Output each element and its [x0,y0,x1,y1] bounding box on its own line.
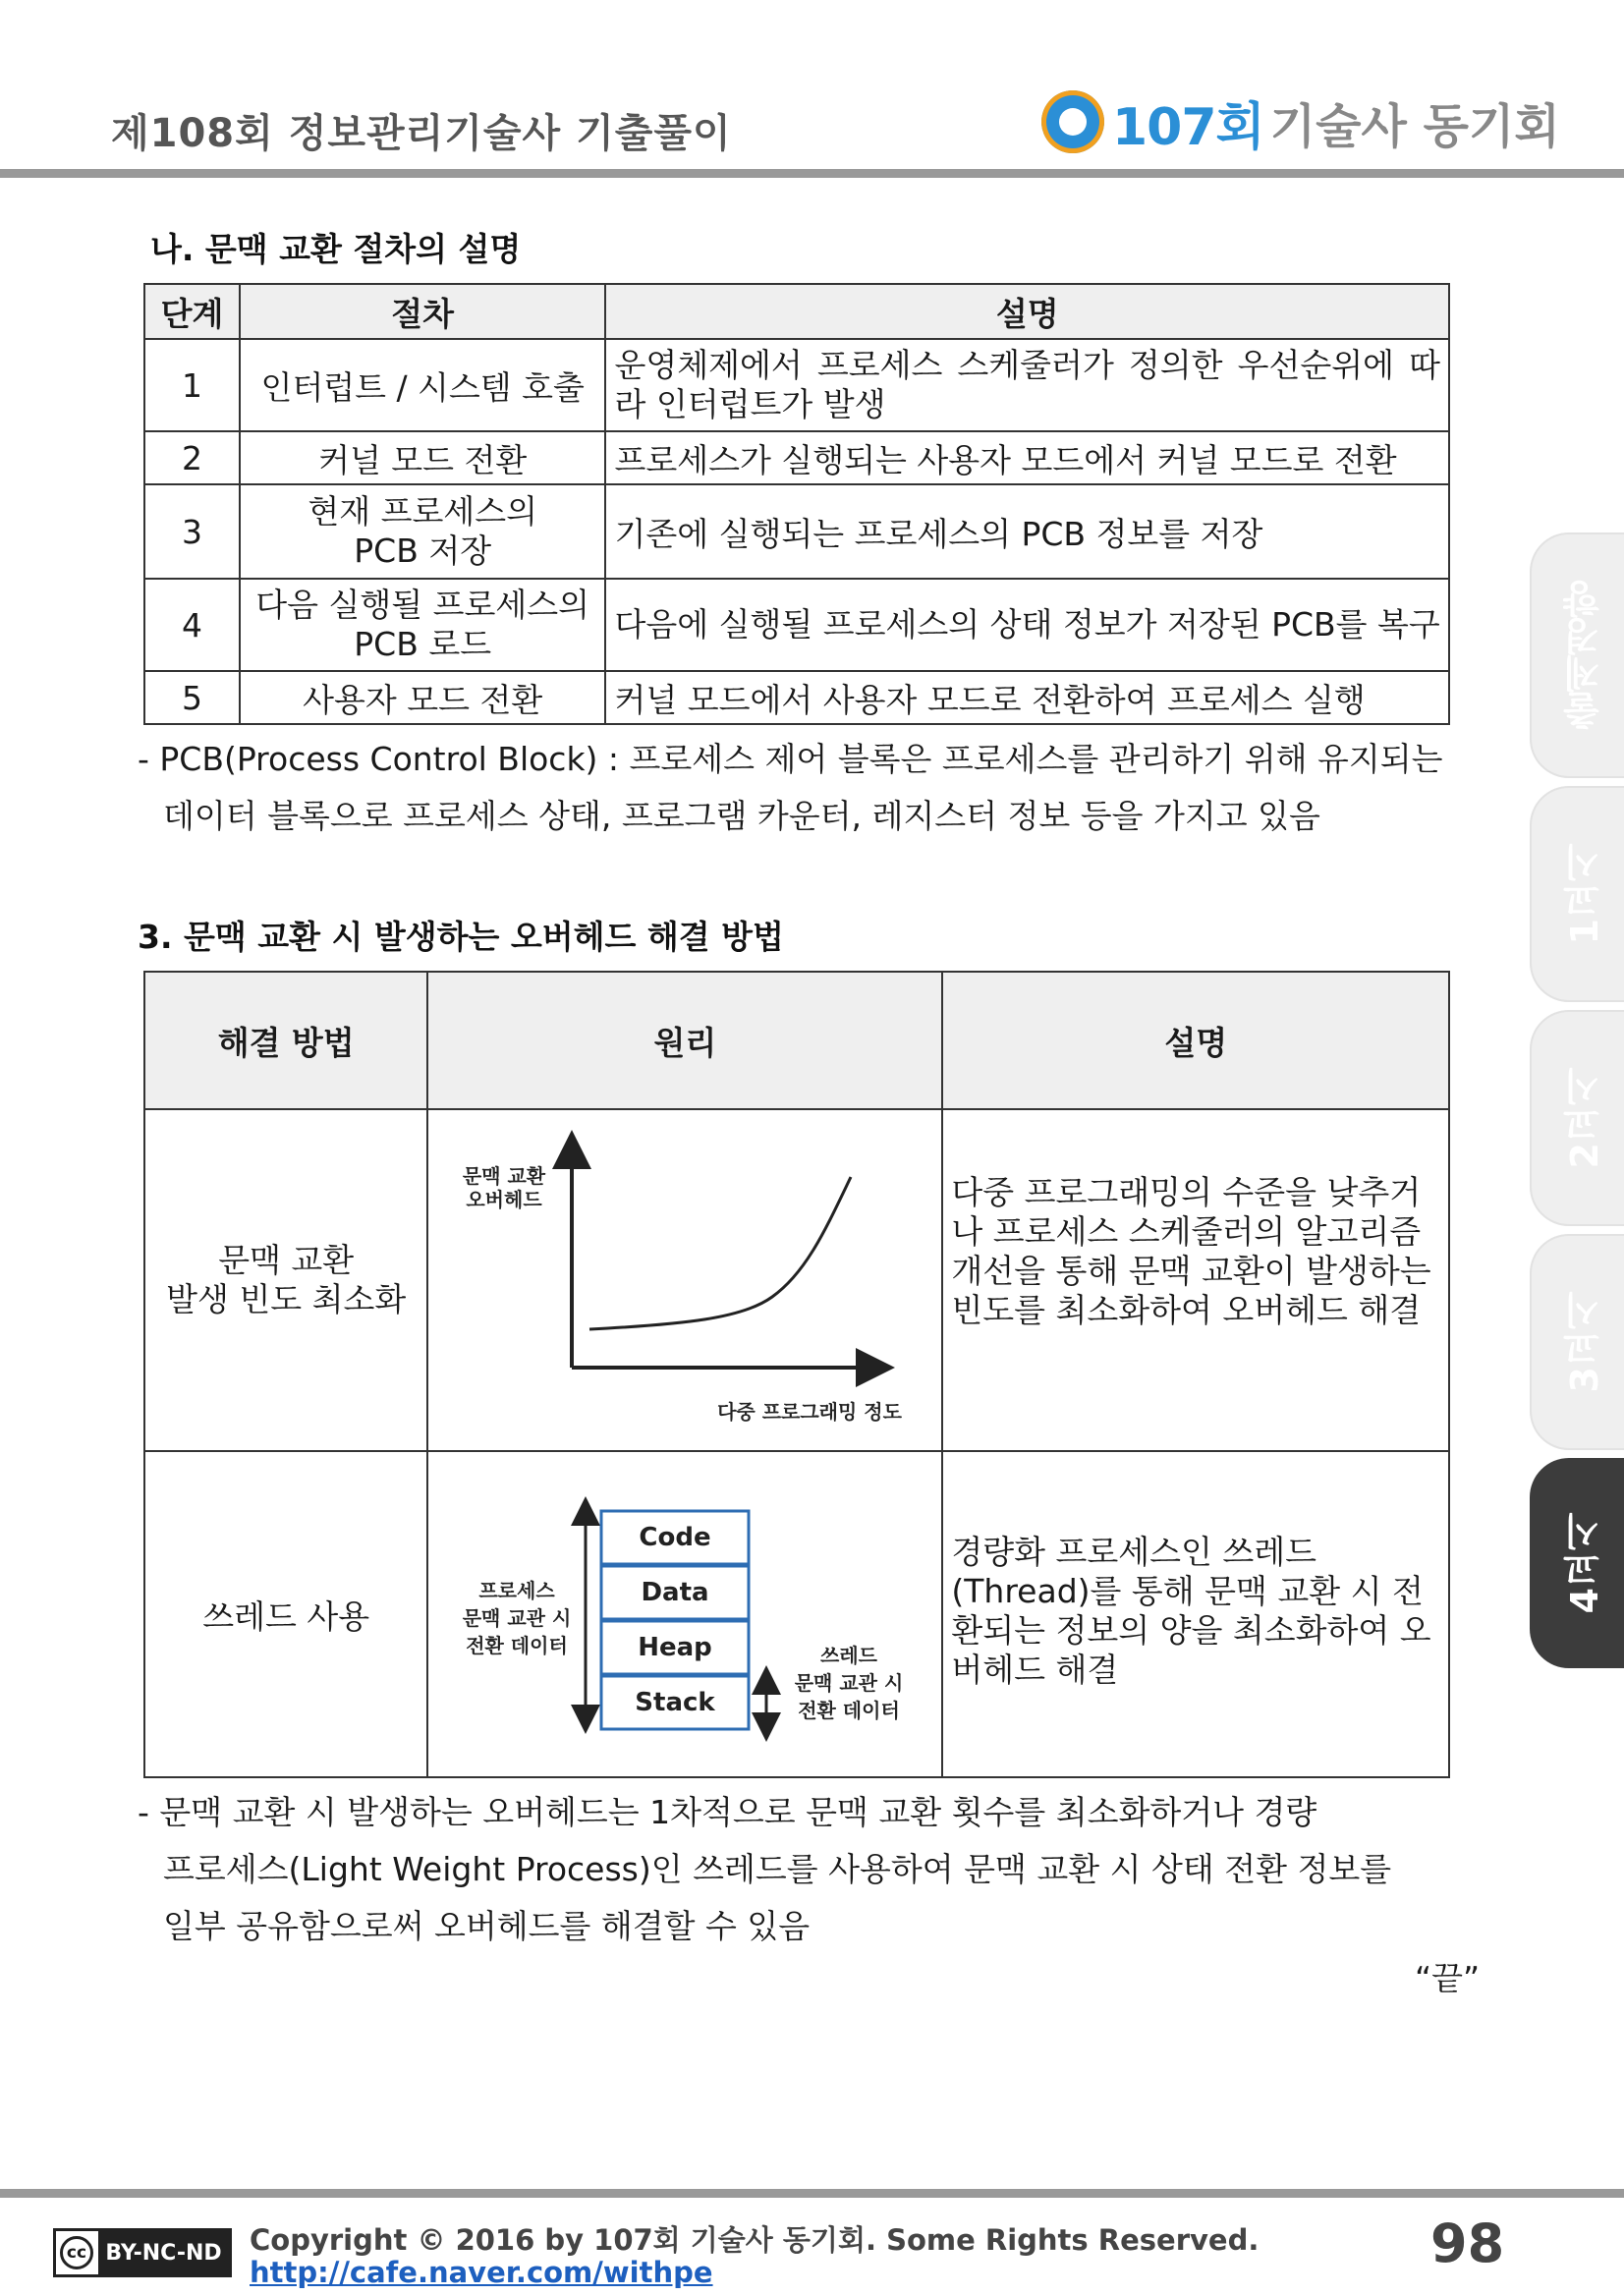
side-tab-label: 4교시 [1562,1512,1606,1614]
method-line: 발생 빈도 최소화 [166,1280,407,1318]
table-header-row [144,972,1449,1109]
cafe-link[interactable]: http://cafe.naver.com/withpe [250,2256,713,2289]
end-mark: “끝” [1415,1959,1481,1997]
x-axis-label: 다중 프로그래밍 정도 [717,1400,903,1424]
section-heading-overhead-solutions: 3. 문맥 교환 시 발생하는 오버헤드 해결 방법 [138,918,784,956]
block-label: Heap [638,1633,713,1662]
table-row [144,339,1449,431]
table-row [144,671,1449,724]
method-cell: 쓰레드 사용 [144,1451,427,1777]
procedure-cell: 커널 모드 전환 [240,431,606,484]
thread-label: 쓰레드 [820,1644,878,1667]
note-line: 일부 공유함으로써 오버헤드를 해결할 수 있음 [163,1907,811,1945]
column-header: 설명 [942,972,1449,1109]
column-header: 해결 방법 [144,972,427,1109]
block-label: Code [639,1523,711,1552]
overhead-note [138,1784,1474,1955]
block-label: Data [641,1578,709,1607]
license-label: BY-NC-ND [98,2231,229,2274]
description-cell: 커널 모드에서 사용자 모드로 전환하여 프로세스 실행 [605,671,1449,724]
table-row [144,1109,1449,1451]
step-cell: 3 [144,484,240,579]
procedure-cell: 다음 실행될 프로세스의 PCB 로드 [240,579,606,671]
step-cell: 1 [144,339,240,431]
step-cell: 4 [144,579,240,671]
thread-label: 문맥 교관 시 [795,1671,904,1695]
description-cell: 기존에 실행되는 프로세스의 PCB 정보를 저장 [605,484,1449,579]
procedure-cell: 사용자 모드 전환 [240,671,606,724]
method-cell [144,1109,427,1451]
process-label: 전환 데이터 [466,1634,569,1657]
table-row [144,1451,1449,1777]
column-header: 원리 [427,972,942,1109]
step-cell: 2 [144,431,240,484]
note-line: - 문맥 교환 시 발생하는 오버헤드는 1차적으로 문맥 교환 횟수를 최소화하거나 경량 [138,1793,1317,1831]
page-number: 98 [1430,2212,1505,2274]
side-tab-label: 2교시 [1562,1067,1606,1169]
process-label: 프로세스 [478,1579,556,1602]
thread-label: 전환 데이터 [798,1699,901,1722]
logo-text: 기술사 동기회 [1269,98,1560,154]
principle-cell [427,1109,942,1451]
description-cell: 다중 프로그래밍의 수준을 낮추거나 프로세스 스케줄러의 알고리즘 개선을 통해 문맥 교환이 발생하는 빈도를 최소화하여 오버헤드 해결 [942,1109,1449,1451]
creative-commons-icon: cc [60,2236,93,2269]
procedure-cell: 인터럽트 / 시스템 호출 [240,339,606,431]
header-divider [0,169,1624,178]
note-line: - PCB(Process Control Block) : 프로세스 제어 블록은 프로세스를 관리하기 위해 유지되는 [138,740,1443,778]
overhead-curve [589,1177,851,1329]
method-line: 문맥 교환 [218,1241,355,1279]
side-tab-period-4[interactable] [1530,1458,1624,1668]
principle-cell [427,1451,942,1777]
process-label: 문맥 교관 시 [463,1606,572,1630]
side-tab-label: 출제경향 [1562,581,1606,730]
description-cell: 다음에 실행될 프로세스의 상태 정보가 저장된 PCB를 복구 [605,579,1449,671]
table-header-row [144,284,1449,339]
y-axis-label: 오버헤드 [466,1188,543,1211]
copyright-text: Copyright © 2016 by 107회 기술사 동기회. Some Rights Reserved. [250,2223,1260,2257]
thread-memory-diagram [428,1452,941,1768]
step-cell: 5 [144,671,240,724]
page-header-title: 제108회 정보관리기술사 기출풀이 [111,111,732,156]
side-tab-period-3[interactable] [1530,1234,1624,1450]
column-header: 절차 [240,284,606,339]
note-line: 데이터 블록으로 프로세스 상태, 프로그램 카운터, 레지스터 정보 등을 가지고 있음 [163,797,1320,835]
y-axis-label: 문맥 교환 [463,1164,546,1188]
procedure-cell: 현재 프로세스의 PCB 저장 [240,484,606,579]
procedure-table [143,283,1450,725]
table-row [144,579,1449,671]
cc-license-badge[interactable] [53,2228,232,2277]
block-label: Stack [635,1688,716,1717]
table-row [144,431,1449,484]
side-tab-period-2[interactable] [1530,1010,1624,1226]
side-tab-period-1[interactable] [1530,786,1624,1002]
logo-number: 107회 [1112,97,1264,157]
footer-divider [0,2189,1624,2198]
side-tab-trends[interactable] [1530,532,1624,778]
gear-globe-icon [1041,90,1104,153]
column-header: 단계 [144,284,240,339]
description-cell: 경량화 프로세스인 쓰레드(Thread)를 통해 문맥 교환 시 전환되는 정보의 양을 최소화하여 오버헤드 해결 [942,1451,1449,1777]
description-cell: 운영체제에서 프로세스 스케줄러가 정의한 우선순위에 따라 인터럽트가 발생 [605,339,1449,431]
side-tab-label: 3교시 [1562,1291,1606,1393]
section-heading-context-switch-procedure: 나. 문맥 교환 절차의 설명 [150,230,522,268]
table-row [144,484,1449,579]
description-cell: 프로세스가 실행되는 사용자 모드에서 커널 모드로 전환 [605,431,1449,484]
column-header: 설명 [605,284,1449,339]
overhead-curve-diagram [428,1110,941,1442]
logo [1041,83,1560,161]
pcb-note [138,731,1474,845]
solutions-table [143,971,1450,1778]
note-line: 프로세스(Light Weight Process)인 쓰레드를 사용하여 문맥 교환 시 상태 전환 정보를 [163,1850,1392,1888]
side-tab-label: 1교시 [1562,843,1606,945]
